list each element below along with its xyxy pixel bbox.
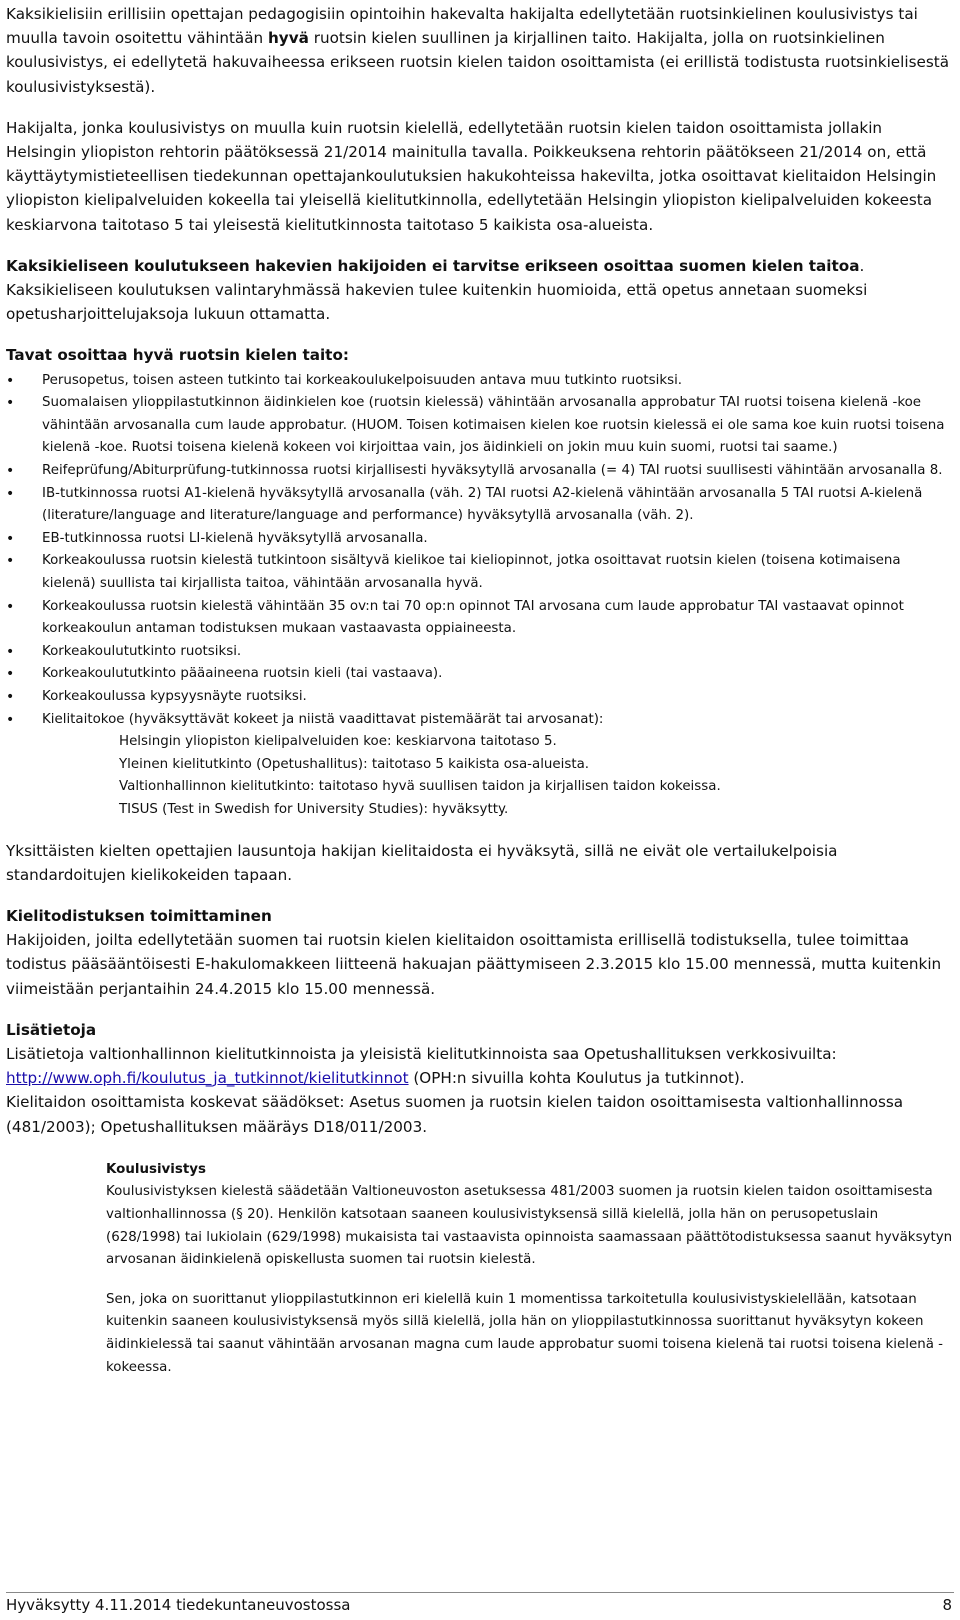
sub-list-item: Helsingin yliopiston kielipalveluiden koe: keskiarvona taitotaso 5.: [119, 734, 557, 750]
list-item: • Perusopetus, toisen asteen tutkinto tai korkeakoulukelpoisuuden antava muu tutkinto ruotsiksi.: [6, 370, 954, 393]
list-item: • Suomalaisen ylioppilastutkinnon äidinkielen koe (ruotsin kielessä) vähintään arvosanalla approbatur TAI ruotsi toisena kielenä -koe vähintään arvosanalla cum laude approbatur. (HUOM. Toisen kotimaisen kielen koe ruotsin kielessä ei ole sama koe kuin ruotsi toisena kielenä -koe. Ruotsi toisena kielenä kokeen voi kirjoittaa vain, jos äidinkieli on jokin muu kuin suomi, ruotsi tai saame.): [6, 392, 954, 460]
oph-link[interactable]: http://www.oph.fi/koulutus_ja_tutkinnot/kielitutkinnot: [6, 1069, 409, 1088]
schooling-heading: Koulusivistys: [106, 1161, 206, 1177]
schooling-paragraph-2: Sen, joka on suorittanut ylioppilastutkinnon eri kielellä kuin 1 momentissa tarkoitetulla koulusivistyskielellään, katsotaan kuitenkin saaneen koulusivistyksensä myös sillä kielellä, jolla hän on ylioppilastutkinnossa suorittanut hyväksytyn kokeen äidinkielessä tai saanut vähintään arvosanan magna cum laude approbatur suomi toisena kielenä tai ruotsi toisena kielenä -kokeessa.: [106, 1291, 943, 1375]
list-item: • Korkeakoulussa kypsyysnäyte ruotsiksi.: [6, 686, 954, 709]
footer-approval-text: Hyväksytty 4.11.2014 tiedekuntaneuvostossa: [6, 1596, 351, 1614]
info-paragraph-3: Kielitaidon osoittamista koskevat säädökset: Asetus suomen ja ruotsin kielen taidon osoittamisesta valtionhallinnossa (481/2003); Opetushallituksen määräys D18/011/2003.: [6, 1093, 904, 1136]
bilingual-paragraph: Kaksikieliseen koulutukseen hakevien hakijoiden ei tarvitse erikseen osoittaa suomen kielen taitoa. Kaksikieliseen koulutuksen valintaryhmässä hakevien tulee kuitenkin huomioida, että opetus annetaan suomeksi opetusharjoittelujaksoja lukuun ottamatta.: [6, 256, 868, 324]
footer-divider: [6, 1592, 954, 1593]
page-number: 8: [942, 1596, 952, 1614]
swedish-requirement-paragraph: Hakijalta, jonka koulusivistys on muulla kuin ruotsin kielellä, edellytetään ruotsin kielen taidon osoittamista jollakin Helsingin yliopiston rehtorin päätöksessä 21/2014 mainitulla tavalla. Poikkeuksena rehtorin päätökseen 21/2014 on, että käyttäytymistieteellisen tiedekunnan opettajankoulutuksien hakukohteissa hakevilta, jotka osoittavat kielitaidon Helsingin yliopiston kielipalveluiden kokeella tai yleisellä kielitutkinnolla, edellytetään Helsingin yliopiston kielipalveluiden kokeesta keskiarvona taitotaso 5 tai yleisestä kielitutkinnosta taitotaso 5 kaikista osa-alueista.: [6, 118, 937, 234]
ways-list: [6, 370, 954, 732]
list-item: • Reifeprüfung/Abiturprüfung-tutkinnossa ruotsi kirjallisesti hyväksytyllä arvosanalla (= 4) TAI ruotsi suullisesti vähintään arvosanalla 8.: [6, 460, 954, 483]
list-item: • Korkeakoulututkinto pääaineena ruotsin kieli (tai vastaava).: [6, 663, 954, 686]
delivery-paragraph: Hakijoiden, joilta edellytetään suomen tai ruotsin kielen kielitaidon osoittamista erillisellä todistuksella, tulee toimittaa todistus pääsääntöisesti E-hakulomakkeen liitteenä hakuajan päättymiseen 2.3.2015 klo 15.00 mennessä, mutta kuitenkin viimeistään perjantaihin 24.4.2015 klo 15.00 mennessä.: [6, 931, 942, 998]
teacher-statements-paragraph: Yksittäisten kielten opettajien lausuntoja hakijan kielitaidosta ei hyväksytä, sillä ne eivät ole vertailukelpoisia standardoitujen kielikokeiden tapaan.: [6, 841, 838, 884]
schooling-paragraph-1: Koulusivistyksen kielestä säädetään Valtioneuvoston asetuksessa 481/2003 suomen ja ruotsin kielen taidon osoittamisesta valtionhallinnossa (§ 20). Henkilön katsotaan saaneen koulusivistyksensä sillä kielellä, jolla hän on perusopetuslain (628/1998) tai lukiolain (629/1998) mukaisista tai vastaavista opinnoista saamassaan päättötodistuksessa saanut hyväksytyn arvosanan äidinkielenä opiskellusta suomen tai ruotsin kielestä.: [106, 1184, 953, 1268]
sub-list-item: TISUS (Test in Swedish for University Studies): hyväksytty.: [119, 801, 509, 817]
intro-bold: hyvä: [268, 29, 309, 48]
list-item: • Korkeakoulussa ruotsin kielestä tutkintoon sisältyvä kielikoe tai kieliopinnot, jotka osoittavat ruotsin kielen (toisena kotimaisena kielenä) suullista tai kirjallista taitoa, vähintään arvosanalla hyvä.: [6, 550, 954, 595]
info-paragraph-1: Lisätietoja valtionhallinnon kielitutkinnoista ja yleisistä kielitutkinnoista saa Opetushallituksen verkkosivuilta:: [6, 1044, 837, 1063]
list-item: • EB-tutkinnossa ruotsi LI-kielenä hyväksytyllä arvosanalla.: [6, 528, 954, 551]
list-item: • Kielitaitokoe (hyväksyttävät kokeet ja niistä vaadittavat pistemäärät tai arvosanat):: [6, 709, 954, 732]
list-item: • Korkeakoulussa ruotsin kielestä vähintään 35 ov:n tai 70 op:n opinnot TAI arvosana cum laude approbatur TAI vastaavat opinnot korkeakoulun antaman todistuksen mukaan vastaavasta oppiaineesta.: [6, 596, 954, 641]
list-item: • IB-tutkinnossa ruotsi A1-kielenä hyväksytyllä arvosanalla (väh. 2) TAI ruotsi A2-kielenä vähintään arvosanalla 5 TAI ruotsi A-kielenä (literature/language and literature/language and performance) hyväksytyllä arvosanalla (väh. 2).: [6, 483, 954, 528]
delivery-heading: Kielitodistuksen toimittaminen: [6, 906, 272, 925]
sub-list-item: Valtionhallinnon kielitutkinto: taitotaso hyvä suullisen taidon ja kirjallisen taidon kokeissa.: [119, 779, 721, 795]
list-item: • Korkeakoulututkinto ruotsiksi.: [6, 641, 954, 664]
info-link-line: http://www.oph.fi/koulutus_ja_tutkinnot/kielitutkinnot (OPH:n sivuilla kohta Koulutus ja tutkinnot).: [6, 1069, 745, 1088]
intro-paragraph: Kaksikielisiin erillisiin opettajan pedagogisiin opintoihin hakevalta hakijalta edellytetään ruotsinkielinen koulusivistys tai muulla tavoin osoitettu vähintään hyvä ruotsin kielen suullinen ja kirjallinen taito. Hakijalta, jolla on ruotsinkielinen koulusivistys, ei edellytetä hakuvaiheessa erikseen ruotsin kielen taidon osoittamista (ei erillistä todistusta ruotsinkielisestä koulusivistyksestä).: [6, 5, 950, 96]
info-heading: Lisätietoja: [6, 1020, 97, 1039]
ways-heading: Tavat osoittaa hyvä ruotsin kielen taito:: [6, 346, 349, 365]
sub-list-item: Yleinen kielitutkinto (Opetushallitus): taitotaso 5 kaikista osa-alueista.: [119, 756, 590, 772]
document-page: [6, 0, 954, 1379]
